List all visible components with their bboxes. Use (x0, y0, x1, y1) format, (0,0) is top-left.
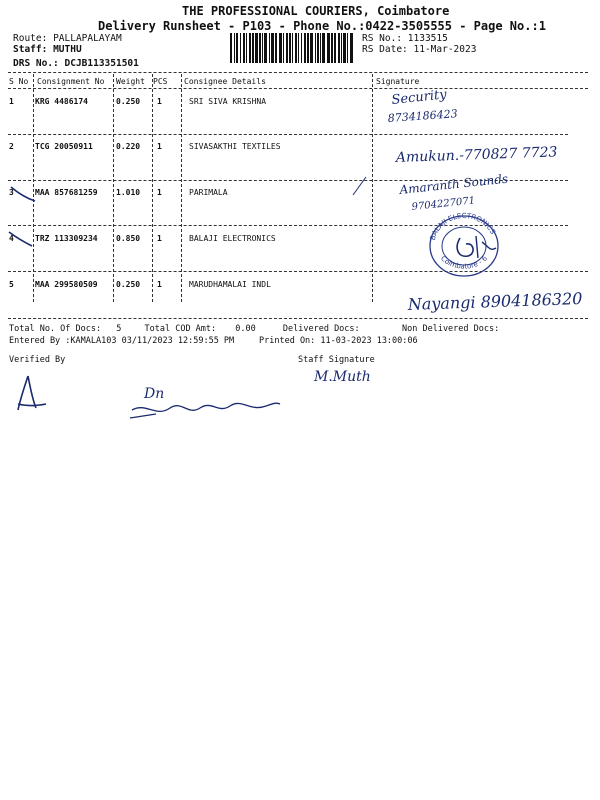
staff-value: MUTHU (53, 44, 82, 55)
stamp-bottom-text: Coimbatore - 6 (439, 254, 490, 271)
barcode-bar (295, 33, 297, 63)
row-weight: 0.250 (116, 97, 141, 106)
barcode-bar (317, 33, 319, 63)
rs-date-label: RS Date: (362, 44, 408, 55)
row-tick-mark (8, 181, 38, 205)
col-divider (152, 74, 153, 302)
rs-no-value: 1133515 (407, 33, 448, 44)
col-divider (181, 74, 182, 302)
total-docs-value: 5 (116, 324, 122, 334)
verifier-signature (126, 380, 286, 426)
rs-no-label: RS No.: (362, 33, 403, 44)
entered-by: Entered By :KAMALA103 03/11/2023 12:59:55 PM (9, 336, 235, 346)
barcode-bar (230, 33, 232, 63)
barcode (230, 33, 356, 63)
header-signature: Signature (376, 77, 420, 86)
barcode-bar (264, 33, 267, 63)
staff-signature-label: Staff Signature (298, 355, 375, 365)
row-sno: 3 (9, 188, 14, 197)
barcode-bar (234, 33, 235, 63)
row-tick-mark (6, 228, 36, 250)
barcode-bar (243, 33, 245, 63)
barcode-bar (327, 33, 330, 63)
header-pcs: PCS (153, 77, 168, 86)
row-consignment: MAA 299580509 (35, 280, 98, 289)
row-consignee: PARIMALA (189, 188, 228, 197)
delivery-signature-1 (382, 88, 502, 128)
barcode-bar (338, 33, 340, 63)
col-divider (113, 74, 114, 302)
row-consignment: KRG 4486174 (35, 97, 88, 106)
verifier-signature-text: Dn (144, 386, 165, 402)
row-weight: 1.010 (116, 188, 141, 197)
header-sno: S No (9, 77, 29, 86)
barcode-bar (236, 33, 238, 63)
barcode-bar (286, 33, 288, 63)
runsheet-subtitle: Delivery Runsheet - P103 - Phone No.:0422-3505555 - Page No.:1 (98, 19, 546, 33)
staff-field (13, 44, 82, 55)
route-value: PALLAPALAYAM (53, 33, 122, 44)
total-docs-label: Total No. Of Docs: (9, 324, 102, 334)
row-consignee: SRI SIVA KRISHNA (189, 97, 267, 106)
barcode-bar (269, 33, 270, 63)
barcode-bar (283, 33, 284, 63)
delivery-signature-2 (392, 140, 582, 174)
barcode-bar (347, 33, 348, 63)
row-sno: 2 (9, 142, 14, 151)
row-pcs: 1 (157, 142, 162, 151)
barcode-bar (262, 33, 263, 63)
barcode-bar (304, 33, 306, 63)
delivery-signature-5 (404, 288, 584, 322)
drs-value: DCJB113351501 (64, 58, 139, 69)
row-consignee: MARUDHAMALAI INDL (189, 280, 271, 289)
rs-date-field (362, 44, 476, 55)
barcode-bar (246, 33, 247, 63)
rs-date-value: 11-Mar-2023 (413, 44, 477, 55)
signature-3-text: Amaranth Sounds (398, 171, 509, 197)
barcode-bar (320, 33, 321, 63)
barcode-bar (341, 33, 342, 63)
row-sno: 5 (9, 280, 14, 289)
signature-5-text: Nayangi 8904186320 (407, 288, 583, 314)
barcode-bar (298, 33, 299, 63)
barcode-bar (301, 33, 302, 63)
delivery-signature-3 (396, 171, 536, 216)
row-consignee: SIVASAKTHI TEXTILES (189, 142, 281, 151)
stamp-top-text: BALAJI ELECTRONICS (428, 211, 497, 242)
barcode-bar (279, 33, 282, 63)
total-cod-label: Total COD Amt: (144, 324, 217, 334)
signature-3-phone: 9704227071 (411, 195, 476, 213)
row-sno: 4 (9, 234, 14, 243)
delivered-docs-label: Delivered Docs: (282, 324, 360, 334)
non-delivered-docs-label: Non Delivered Docs: (402, 324, 500, 334)
drs-field (13, 58, 139, 69)
signature-2-text: Amukun.-770827 7723 (395, 144, 558, 166)
route-field (13, 33, 122, 44)
staff-signature (312, 364, 382, 388)
company-stamp (424, 212, 508, 282)
printed-on: Printed On: 11-03-2023 13:00:06 (259, 336, 418, 346)
barcode-bar (322, 33, 325, 63)
verified-by-label: Verified By (9, 355, 66, 365)
col-divider (372, 74, 373, 302)
row-weight: 0.850 (116, 234, 141, 243)
row-pcs: 1 (157, 188, 162, 197)
table-top-rule (8, 72, 588, 73)
barcode-bar (334, 33, 336, 63)
drs-label: DRS No.: (13, 58, 59, 69)
row-consignment: TCG 20050911 (35, 142, 93, 151)
route-label: Route: (13, 33, 48, 44)
barcode-bar (310, 33, 313, 63)
verifier-mark (14, 372, 54, 414)
total-cod-value: 0.00 (235, 324, 256, 334)
row-pcs: 1 (157, 234, 162, 243)
barcode-bar (255, 33, 258, 63)
staff-signature-text: M.Muth (314, 369, 371, 385)
header-consignment: Consignment No (37, 77, 105, 86)
row-rule (8, 134, 568, 135)
barcode-bar (307, 33, 309, 63)
barcode-bar (350, 33, 353, 63)
barcode-bar (271, 33, 274, 63)
barcode-bar (259, 33, 261, 63)
row-weight: 0.250 (116, 280, 141, 289)
header-consignee: Consignee Details (184, 77, 266, 86)
staff-label: Staff: (13, 44, 48, 55)
row-consignment: MAA 857681259 (35, 188, 98, 197)
row-pcs: 1 (157, 97, 162, 106)
row-consignee: BALAJI ELECTRONICS (189, 234, 276, 243)
row-consignment: TRZ 113309234 (35, 234, 98, 243)
totals-line (9, 324, 360, 334)
row-pcs: 1 (157, 280, 162, 289)
barcode-bar (331, 33, 333, 63)
barcode-bar (240, 33, 241, 63)
runsheet-title: THE PROFESSIONAL COURIERS, Coimbatore (182, 4, 450, 18)
barcode-bar (252, 33, 254, 63)
rs-no-field (362, 33, 448, 44)
row-weight: 0.220 (116, 142, 141, 151)
strike-mark (350, 175, 370, 197)
barcode-bar (275, 33, 277, 63)
header-weight: Weight (116, 77, 145, 86)
barcode-bar (249, 33, 251, 63)
row-sno: 1 (9, 97, 14, 106)
signature-1-text: Security (390, 87, 448, 108)
signature-1-phone: 8734186423 (387, 107, 459, 125)
barcode-bar (289, 33, 291, 63)
barcode-bar (315, 33, 316, 63)
barcode-bar (343, 33, 346, 63)
barcode-bar (292, 33, 293, 63)
